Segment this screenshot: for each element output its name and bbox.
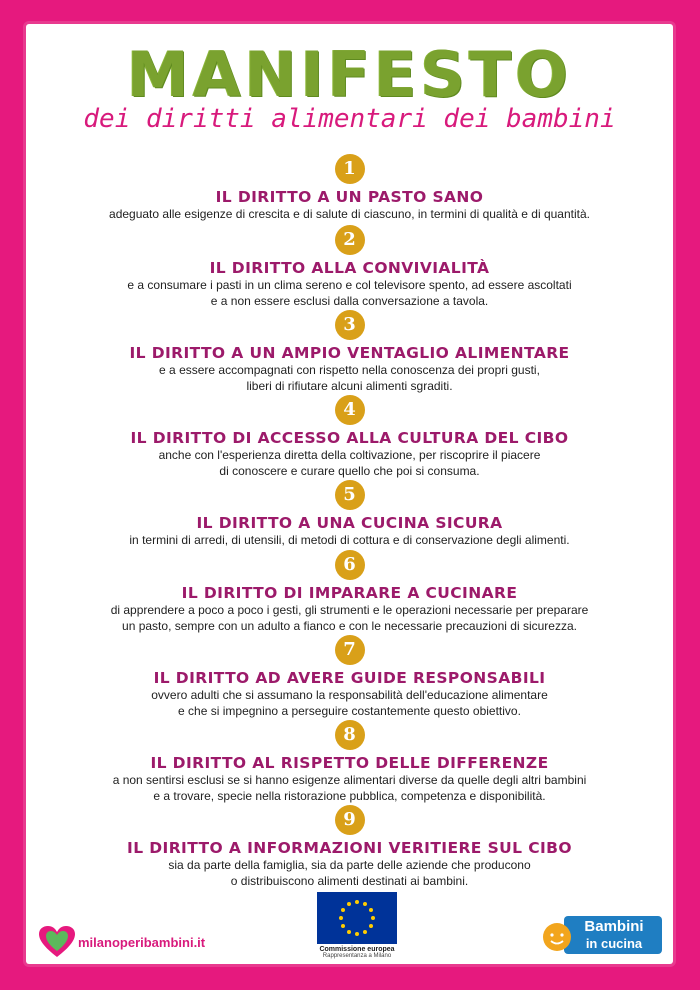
right-item (26, 635, 673, 719)
right-title: IL DIRITTO A UNA CUCINA SICURA (196, 514, 503, 532)
bambini-in-cucina-badge (564, 916, 662, 954)
poster-title: MANIFESTO (127, 38, 572, 111)
bambini-in-cucina-logo[interactable] (542, 916, 664, 956)
right-title: IL DIRITTO AD AVERE GUIDE RESPONSABILI (153, 669, 546, 687)
right-number-badge: 6 (335, 550, 365, 580)
right-item (26, 395, 673, 479)
right-item (26, 310, 673, 394)
right-number-badge: 5 (335, 480, 365, 510)
right-number-badge: 7 (335, 635, 365, 665)
right-description: in termini di arredi, di utensili, di metodi di cottura e di conservazione degli alimenti. (129, 533, 570, 547)
right-description: e a essere accompagnati con rispetto nella conoscenza dei propri gusti, liberi di rifiutare alcuni alimenti sgraditi. (159, 363, 540, 393)
right-number-badge: 9 (335, 805, 365, 835)
right-description: e a consumare i pasti in un clima sereno e col televisore spento, ad essere ascoltati e a non essere esclusi dalla conversazione a tavola. (127, 278, 572, 308)
poster (26, 24, 673, 964)
right-description: sia da parte della famiglia, sia da parte delle aziende che producono o distribuiscono alimenti destinati ai bambini. (168, 858, 531, 888)
chef-face-icon (542, 922, 572, 952)
right-title: IL DIRITTO DI IMPARARE A CUCINARE (181, 584, 518, 602)
right-item (26, 805, 673, 889)
right-number-badge: 2 (335, 225, 365, 255)
bambini-in-cucina-line1: Bambini (584, 918, 644, 935)
eu-commission-label: Commissione europea (319, 946, 395, 953)
right-item (26, 480, 673, 548)
right-item (26, 720, 673, 804)
right-description: a non sentirsi esclusi se si hanno esigenze alimentari diverse da quelle degli altri bambini e a trovare, specie nella ristorazione pubblica, competenza e disponibilità. (112, 773, 587, 803)
right-description: anche con l'esperienza diretta della coltivazione, per riscoprire il piacere di conoscere e curare quello che poi si consuma. (158, 448, 541, 478)
right-title: IL DIRITTO DI ACCESSO ALLA CULTURA DEL CIBO (130, 429, 569, 447)
eu-flag-icon (317, 892, 397, 944)
heart-icon (38, 925, 76, 959)
right-item (26, 154, 673, 222)
right-title: IL DIRITTO A INFORMAZIONI VERITIERE SUL CIBO (127, 839, 572, 857)
right-title: IL DIRITTO AL RISPETTO DELLE DIFFERENZE (150, 754, 549, 772)
right-number-badge: 8 (335, 720, 365, 750)
right-number-badge: 4 (335, 395, 365, 425)
right-title: IL DIRITTO A UN PASTO SANO (215, 188, 484, 206)
poster-subtitle: dei diritti alimentari dei bambini (83, 104, 616, 134)
eu-commission-logo[interactable] (312, 892, 402, 959)
milanoperibambini-logo[interactable] (38, 924, 205, 960)
right-title: IL DIRITTO A UN AMPIO VENTAGLIO ALIMENTARE (129, 344, 570, 362)
right-description: ovvero adulti che si assumano la responsabilità dell'educazione alimentare e che si impegnino a perseguire costantemente questo obiettivo. (151, 688, 548, 718)
right-item (26, 550, 673, 634)
right-number-badge: 1 (335, 154, 365, 184)
right-title: IL DIRITTO ALLA CONVIVIALITÀ (209, 259, 490, 277)
milanoperibambini-text: milanoperibambini.it (78, 934, 206, 950)
eu-commission-sublabel: Rappresentanza a Milano (322, 953, 392, 959)
right-description: di apprendere a poco a poco i gesti, gli strumenti e le operazioni necessarie per preparare un pasto, sempre con un adulto a fianco e con le necessarie precauzioni di sicurezza. (110, 603, 589, 633)
bambini-in-cucina-line2: in cucina (585, 936, 643, 951)
right-number-badge: 3 (335, 310, 365, 340)
right-item (26, 225, 673, 309)
right-description: adeguato alle esigenze di crescita e di salute di ciascuno, in termini di qualità e di quantità. (109, 207, 590, 221)
